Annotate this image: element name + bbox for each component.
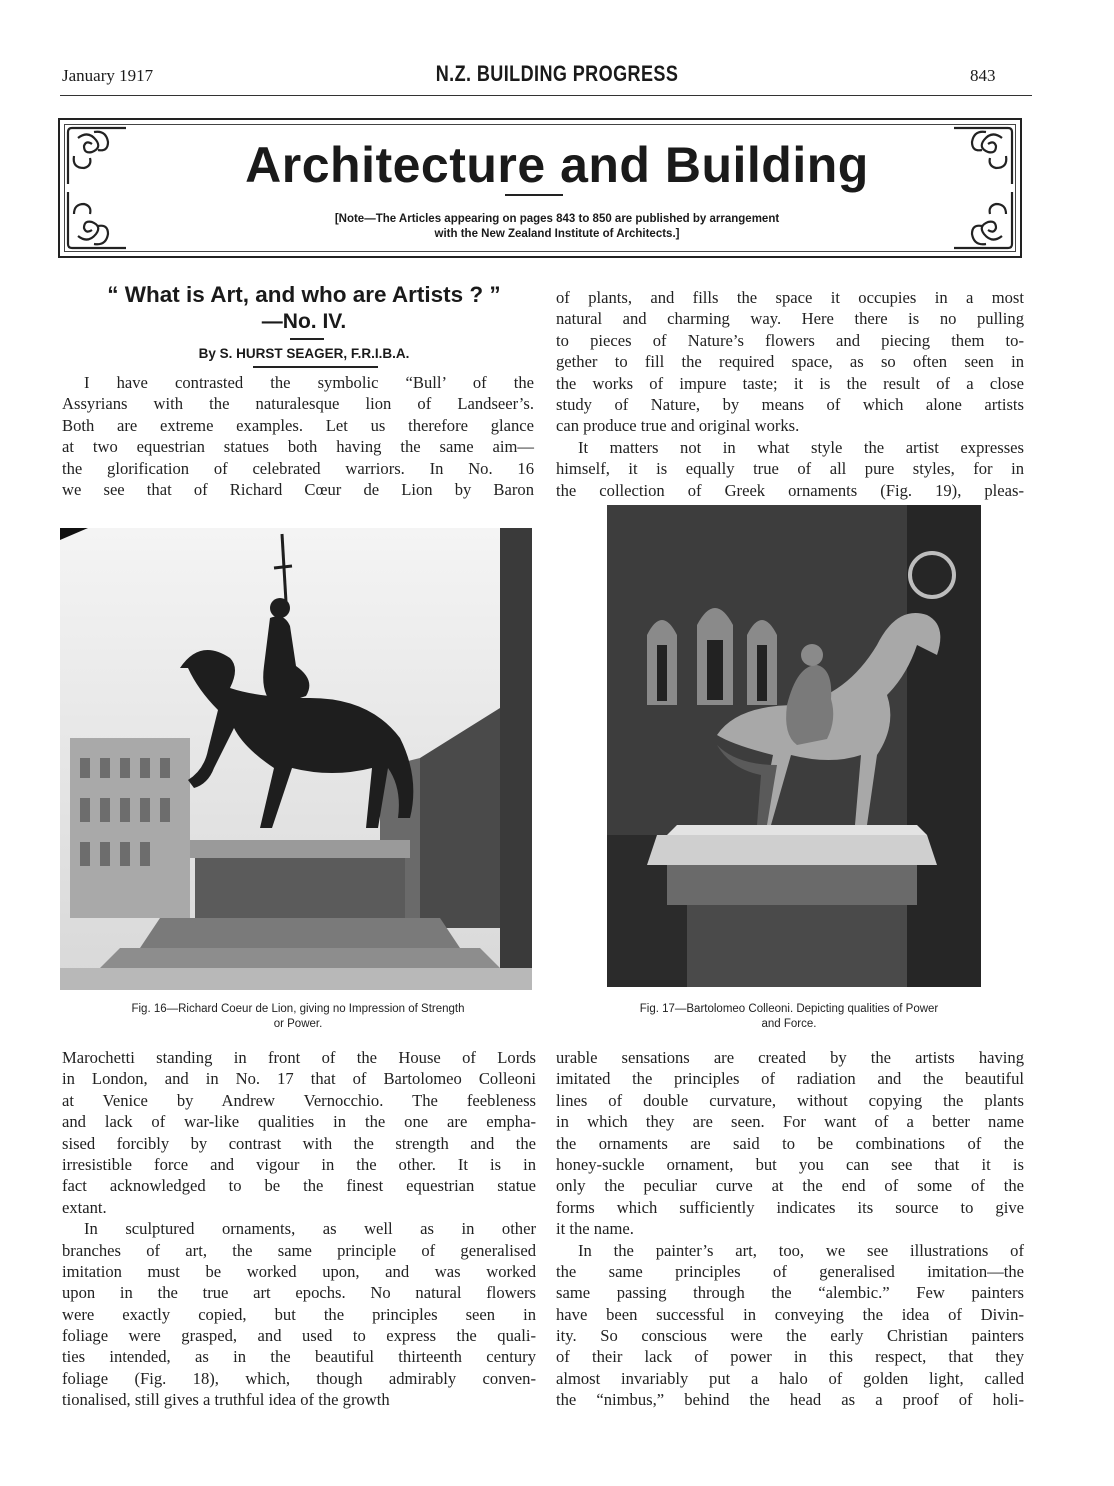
text-line: Assyrians with the naturalesque lion of Landseer’s. xyxy=(62,394,534,414)
text-line: were exactly copied, but the principles seen in xyxy=(62,1304,536,1324)
title-underline xyxy=(505,194,563,196)
col2-bottom-text xyxy=(556,1047,1024,1411)
col1-bottom-text xyxy=(62,1047,536,1411)
figure-17-caption-line-1: Fig. 17—Bartolomeo Colleoni. Depicting qualities of Power xyxy=(639,1003,939,1015)
text-line: ity. So conscious were the early Christian painters xyxy=(556,1326,1024,1346)
text-line: the “nimbus,” behind the head as a proof of holi- xyxy=(556,1390,1024,1410)
figure-16-caption-line-2: or Power. xyxy=(273,1018,323,1030)
col2-top-text xyxy=(556,287,1024,501)
text-line: in which they are seen. For want of a better name xyxy=(556,1112,1024,1132)
text-line: to pieces of Nature’s flowers and piecing them to- xyxy=(556,330,1024,350)
text-line: of plants, and fills the space it occupies in a most xyxy=(556,288,1024,307)
text-line: of their lack of power in this respect, that they xyxy=(556,1347,1024,1367)
article-title: “ What is Art, and who are Artists ? ” xyxy=(107,282,501,307)
text-line: ties intended, as in the beautiful thirteenth century xyxy=(62,1347,536,1367)
text-line: at two equestrian statues both having the same aim— xyxy=(62,437,534,457)
statue-richard-image xyxy=(60,528,532,990)
article-subtitle: —No. IV. xyxy=(261,310,347,333)
page-number: 843 xyxy=(970,66,996,85)
text-line: imitation must be worked upon, and was worked xyxy=(62,1261,536,1281)
statue-colleoni-image xyxy=(607,505,981,987)
text-line: foliage were grasped, and used to express the quali- xyxy=(62,1326,536,1346)
text-line: same passing through the “alembic.” Few painters xyxy=(556,1283,1024,1303)
text-line: the works of impure taste; it is the result of a close xyxy=(556,373,1024,393)
text-line: lines of double curvature, without copying the plants xyxy=(556,1090,1024,1110)
text-line: forms which sufficiently indicates its source to give xyxy=(556,1197,1024,1217)
text-line: irresistible force and vigour in the other. It is in xyxy=(62,1154,536,1174)
text-line: the collection of Greek ornaments (Fig. 19), pleas- xyxy=(556,480,1024,500)
text-line: extant. xyxy=(62,1197,107,1217)
text-line: only the peculiar curve at the end of some of the xyxy=(556,1176,1024,1196)
publication-title: N.Z. BUILDING PROGRESS xyxy=(435,61,679,86)
text-line: branches of art, the same principle of generalised xyxy=(62,1240,536,1260)
text-line: we see that of Richard Cœur de Lion by Baron xyxy=(62,479,534,499)
text-line: almost invariably put a halo of golden light, called xyxy=(556,1368,1024,1388)
header-rule xyxy=(60,95,1032,96)
byline-rule xyxy=(253,366,378,368)
text-line: fact acknowledged to be the finest equestrian statue xyxy=(62,1176,536,1196)
subtitle-rule xyxy=(290,338,324,340)
text-line: can produce true and original works. xyxy=(556,416,800,436)
byline: By S. HURST SEAGER, F.R.I.B.A. xyxy=(198,346,410,361)
text-line: honey-suckle ornament, but you can see that it is xyxy=(556,1154,1024,1174)
text-line: the glorification of celebrated warriors. In No. 16 xyxy=(62,458,534,478)
section-note-line-1: [Note—The Articles appearing on pages 843 to 850 are published by arrangement xyxy=(334,213,780,225)
text-line: it the name. xyxy=(556,1219,634,1239)
text-line: Marochetti standing in front of the House of Lords xyxy=(62,1048,536,1067)
text-line: upon in the true art epochs. No natural flowers xyxy=(62,1283,536,1303)
text-line: the ornaments are said to be combinations of the xyxy=(556,1133,1024,1153)
section-note-line-2: with the New Zealand Institute of Architects.] xyxy=(434,228,680,240)
section-title: Architecture and Building xyxy=(245,137,869,193)
text-line: himself, it is equally true of all pure styles, for in xyxy=(556,459,1024,479)
figure-16-photo xyxy=(60,528,532,990)
text-line: study of Nature, by means of which alone artists xyxy=(556,394,1024,414)
figure-17-caption-line-2: and Force. xyxy=(761,1018,817,1030)
issue-date: January 1917 xyxy=(62,66,154,85)
text-line: It matters not in what style the artist expresses xyxy=(578,437,1024,457)
text-line: sised forcibly by contrast with the strength and the xyxy=(62,1133,536,1153)
text-line: tionalised, still gives a truthful idea of the growth xyxy=(62,1390,390,1410)
col1-top-text xyxy=(62,372,534,500)
text-line: and lack of war-like qualities in the one are empha- xyxy=(62,1112,536,1132)
text-line: the same principles of generalised imitation—the xyxy=(556,1261,1024,1281)
text-line: have been successful in conveying the idea of Divin- xyxy=(556,1304,1024,1324)
text-line: imitated the principles of radiation and the beautiful xyxy=(556,1069,1024,1089)
text-line: natural and charming way. Here there is no pulling xyxy=(556,309,1024,329)
section-note xyxy=(0,212,1114,242)
text-line: I have contrasted the symbolic “Bull’ of the xyxy=(84,373,534,392)
figure-16-caption-line-1: Fig. 16—Richard Coeur de Lion, giving no Impression of Strength xyxy=(131,1003,465,1015)
text-line: in London, and in No. 17 that of Bartolomeo Colleoni xyxy=(62,1069,536,1089)
text-line: In the painter’s art, too, we see illustrations of xyxy=(578,1240,1024,1260)
figure-17-photo xyxy=(607,505,981,987)
text-line: urable sensations are created by the artists having xyxy=(556,1048,1024,1067)
text-line: at Venice by Andrew Vernocchio. The feebleness xyxy=(62,1090,536,1110)
text-line: In sculptured ornaments, as well as in other xyxy=(84,1219,536,1239)
text-line: foliage (Fig. 18), which, though admirably conven- xyxy=(62,1368,536,1388)
figure-16-caption xyxy=(62,1002,534,1032)
text-line: gether to fill the required space, as so often seen in xyxy=(556,352,1024,372)
figure-17-caption xyxy=(550,1002,1028,1032)
text-line: Both are extreme examples. Let us therefore glance xyxy=(62,415,534,435)
